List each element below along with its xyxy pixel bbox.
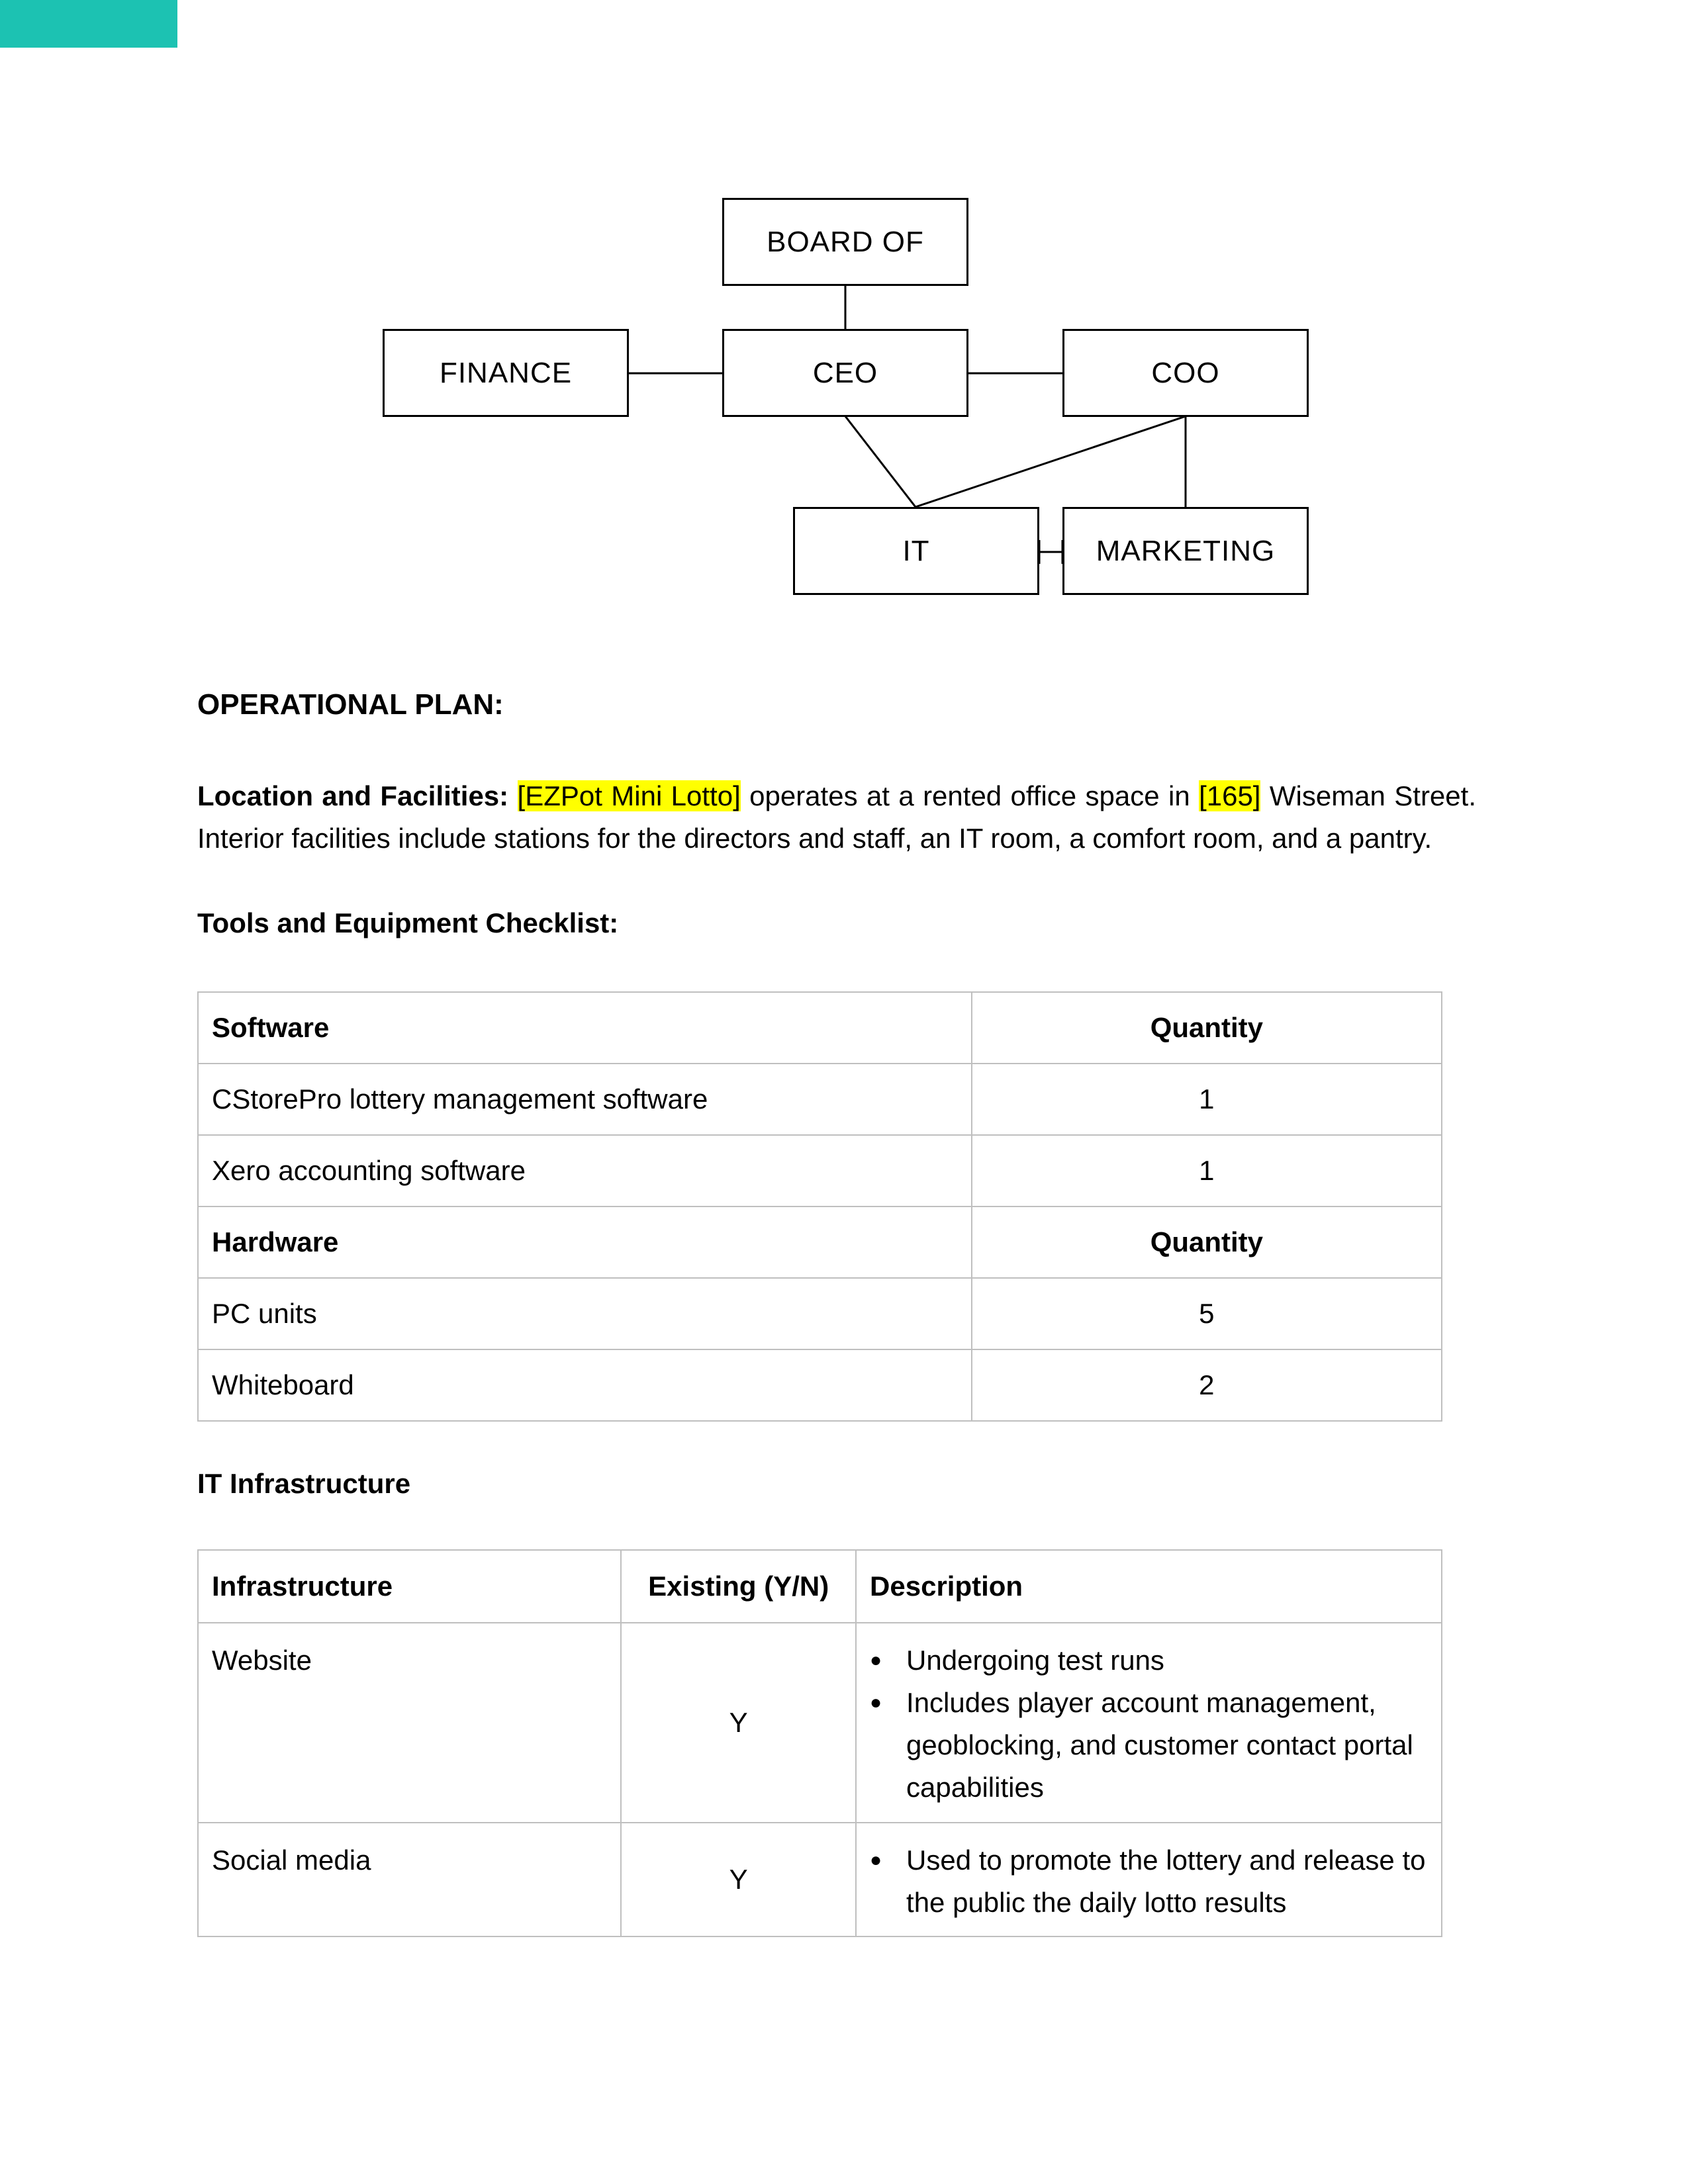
- tools-item-cell: Xero accounting software: [198, 1135, 972, 1206]
- tools-section-header-software: Software: [198, 992, 972, 1064]
- table-row: [198, 1206, 1442, 1278]
- tools-item-cell: PC units: [198, 1278, 972, 1349]
- tools-table: [197, 991, 1442, 1422]
- existing-cell: Y: [621, 1823, 856, 1936]
- list-item: ● Undergoing test runs: [870, 1639, 1428, 1682]
- tools-qty-cell: 2: [972, 1349, 1442, 1421]
- org-box-it: IT: [793, 507, 1039, 595]
- table-row: [198, 1278, 1442, 1349]
- list-item: ● Used to promote the lottery and release to the public the daily lotto results: [870, 1839, 1428, 1924]
- tools-quantity-header: Quantity: [972, 1206, 1442, 1278]
- it-infrastructure-table: [197, 1549, 1442, 1937]
- description-cell: [856, 1823, 1442, 1936]
- street-number-highlight: [165]: [1199, 780, 1261, 811]
- tools-qty-cell: 5: [972, 1278, 1442, 1349]
- org-chart: [0, 0, 1688, 629]
- description-list: [870, 1639, 1428, 1809]
- tools-item-cell: Whiteboard: [198, 1349, 972, 1421]
- table-row: [198, 1823, 1442, 1936]
- ceo-it-line: [845, 416, 915, 507]
- location-text-2: Wiseman Street. Interior facilities include stations for the directors and staff, an IT room, a comfort room, and a pantry.: [197, 780, 1476, 854]
- location-text-1: operates at a rented office space in: [740, 780, 1199, 811]
- tools-qty-cell: 1: [972, 1135, 1442, 1206]
- infrastructure-name-cell: Website: [198, 1623, 621, 1823]
- existing-header: Existing (Y/N): [621, 1550, 856, 1623]
- table-row: [198, 1064, 1442, 1135]
- coo-it-line: [915, 416, 1186, 507]
- company-name-highlight: [EZPot Mini Lotto]: [517, 780, 741, 811]
- org-box-ceo: CEO: [722, 329, 968, 417]
- org-box-coo: COO: [1062, 329, 1309, 417]
- list-item: ● Includes player account management, geoblocking, and customer contact portal capabilities: [870, 1682, 1428, 1809]
- table-row: [198, 1623, 1442, 1823]
- tools-quantity-header: Quantity: [972, 992, 1442, 1064]
- operational-plan-heading: OPERATIONAL PLAN:: [197, 688, 504, 721]
- location-paragraph: [197, 775, 1476, 860]
- description-header: Description: [856, 1550, 1442, 1623]
- tools-section-header-hardware: Hardware: [198, 1206, 972, 1278]
- table-row: [198, 1349, 1442, 1421]
- description-cell: [856, 1623, 1442, 1823]
- tools-qty-cell: 1: [972, 1064, 1442, 1135]
- org-box-board: BOARD OF: [722, 198, 968, 286]
- infrastructure-name-cell: Social media: [198, 1823, 621, 1936]
- existing-cell: Y: [621, 1623, 856, 1823]
- table-header-row: [198, 1550, 1442, 1623]
- infrastructure-header: Infrastructure: [198, 1550, 621, 1623]
- location-label: Location and Facilities:: [197, 780, 509, 811]
- table-row: [198, 992, 1442, 1064]
- tools-item-cell: CStorePro lottery management software: [198, 1064, 972, 1135]
- description-list: [870, 1839, 1428, 1924]
- it-infrastructure-heading: IT Infrastructure: [197, 1468, 411, 1499]
- org-box-finance: FINANCE: [383, 329, 629, 417]
- org-box-marketing: MARKETING: [1062, 507, 1309, 595]
- tools-checklist-heading: Tools and Equipment Checklist:: [197, 907, 619, 938]
- table-row: [198, 1135, 1442, 1206]
